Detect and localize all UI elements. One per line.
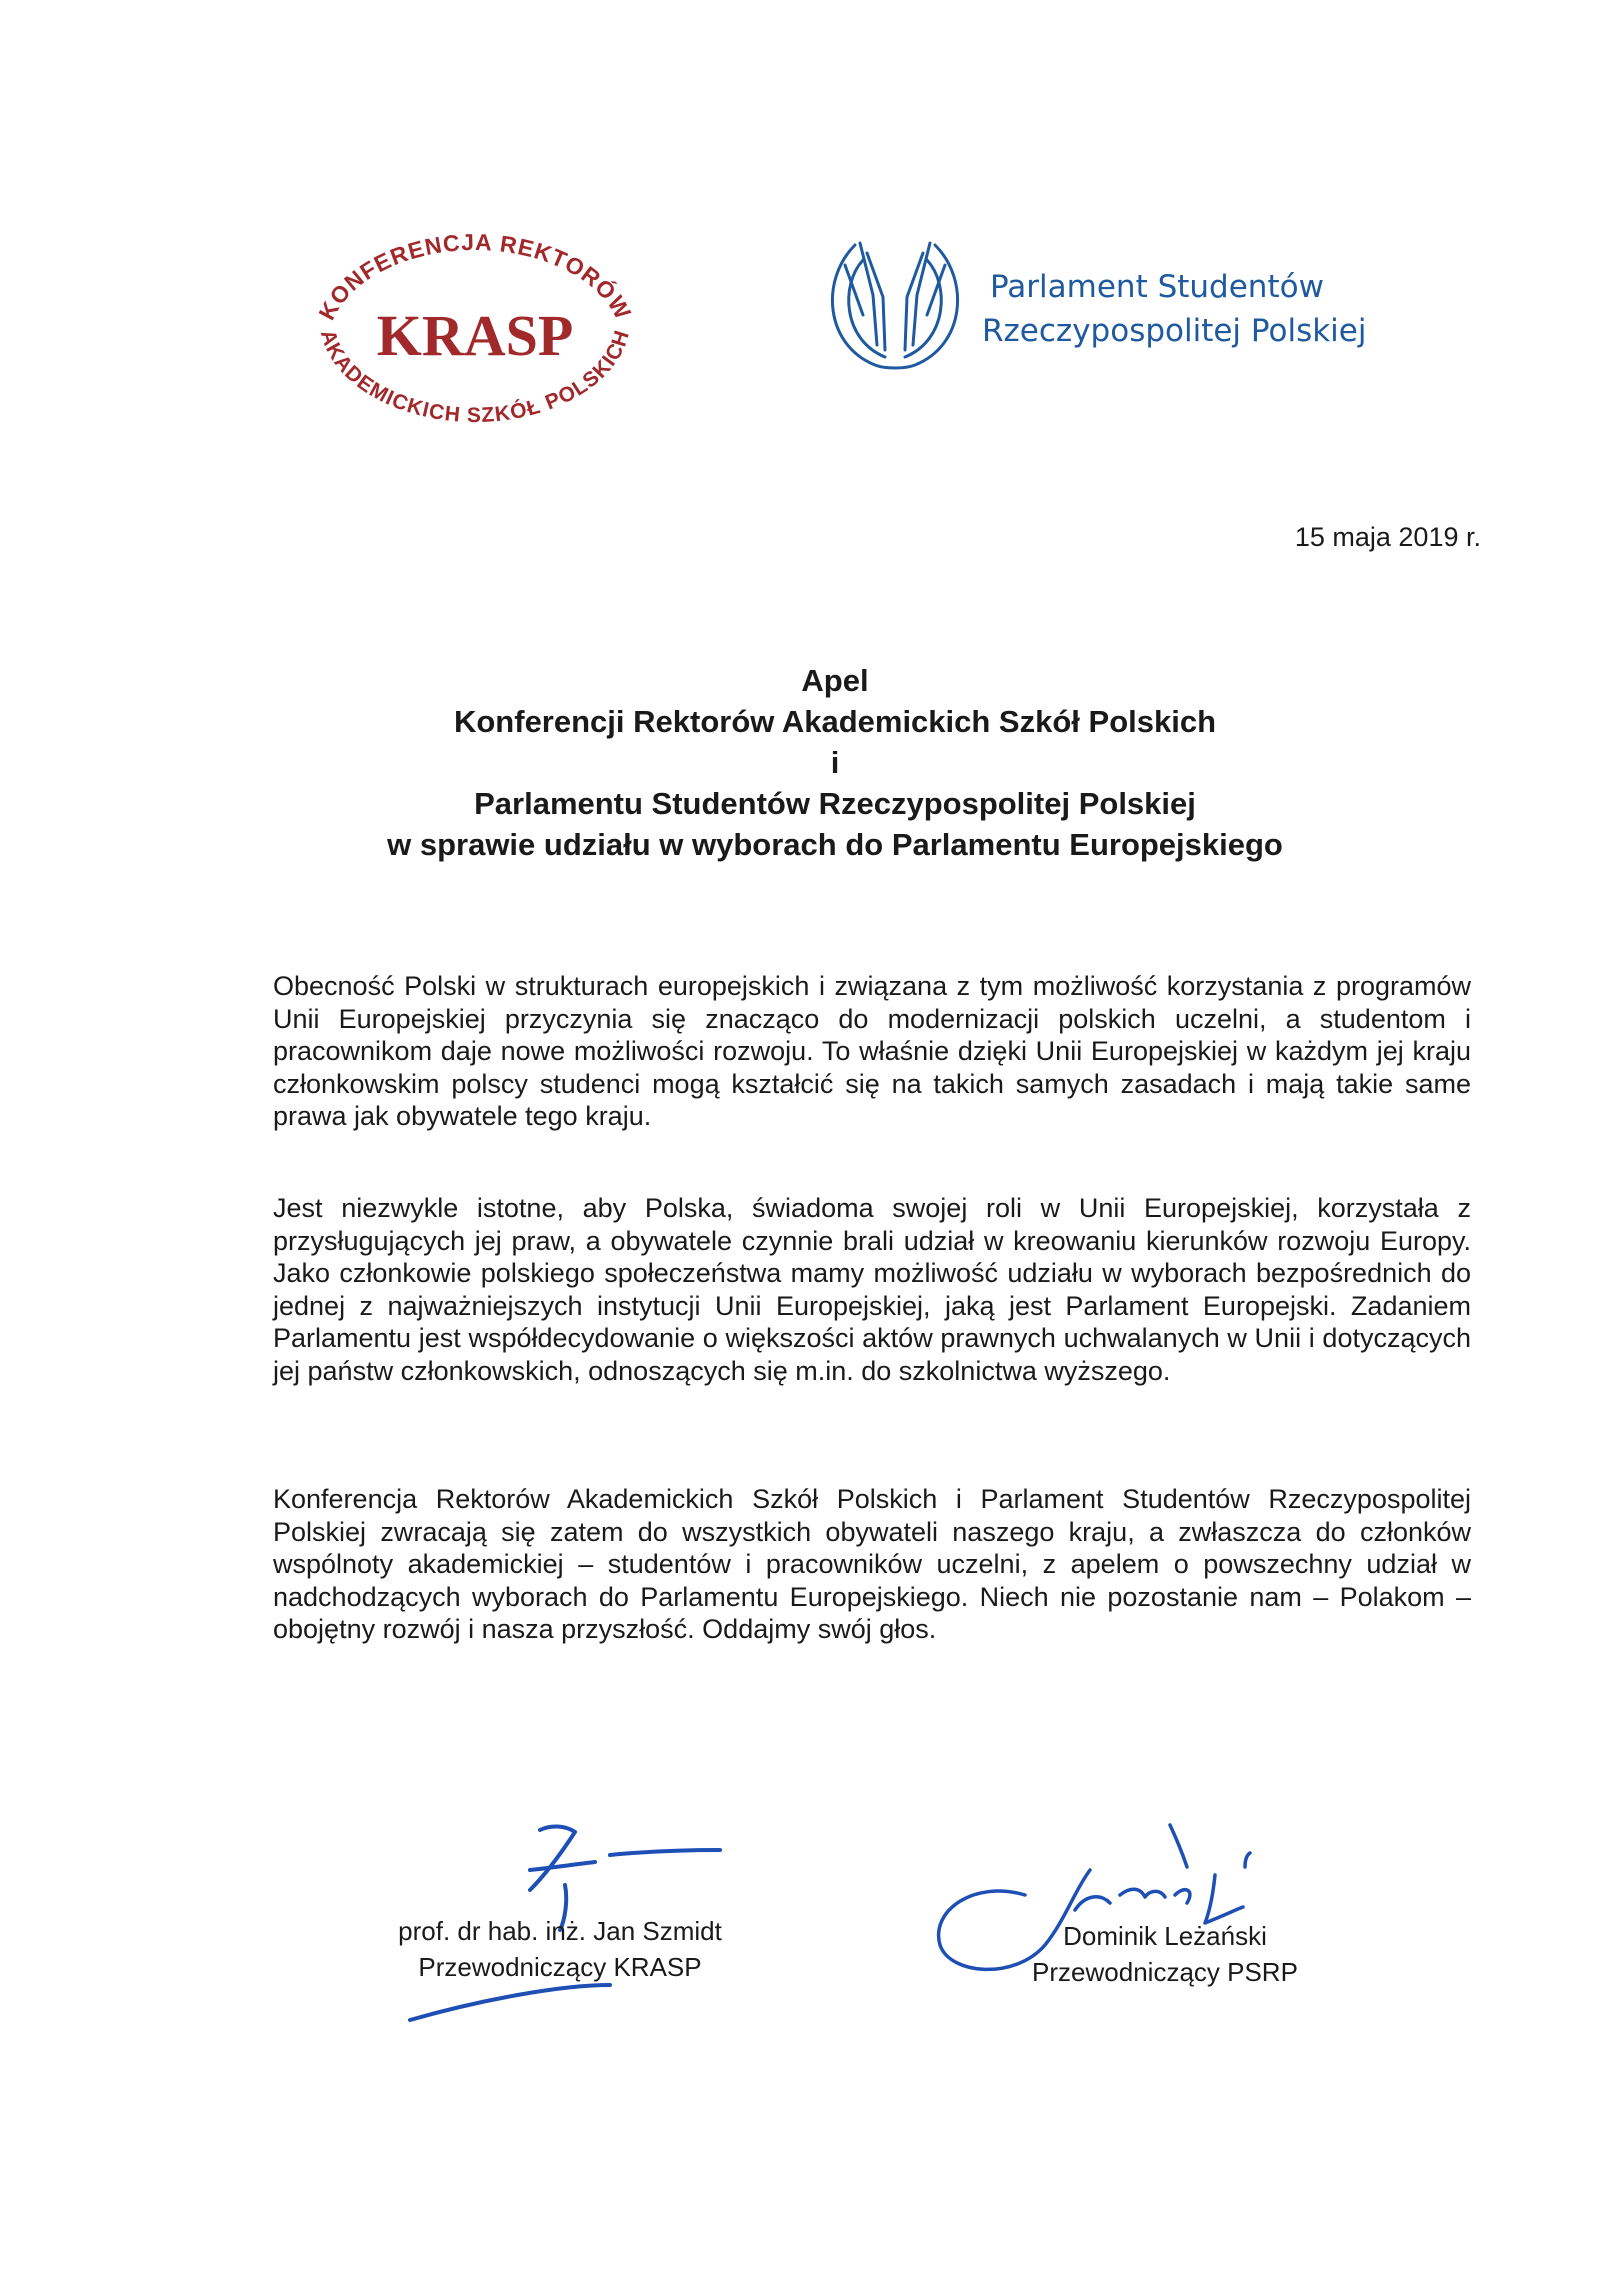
signature-block-left [340,1913,780,1985]
krasp-center-text: KRASP [376,303,574,368]
psrp-name-line2: Rzeczypospolitej Polskiej [982,313,1367,349]
signature-block-right [975,1918,1355,1990]
paragraph-2: Jest niezwykle istotne, aby Polska, świadoma swojej roli w Unii Europejskiej, korzystała z przysługujących jej praw, a obywatele czynnie brali udział w kreowaniu kierunków rozwoju Europy. Jako członkowie polskiego społeczeństwa mamy możliwość udziału w wyborach bezpośrednich do jednej z najważniejszych instytucji Unii Europejskiej, jaką jest Parlament Europejski. Zadaniem Parlamentu jest współdecydowanie o większości aktów prawnych uchwalanych w Unii i dotyczących jej państw członkowskich, odnoszących się m.in. do szkolnictwa wyższego. [273,1193,1471,1386]
krasp-logo [290,225,660,455]
krasp-arc-bottom-text: AKADEMICKICH SZKÓŁ POLSKICH [315,327,635,428]
title-line-4: Parlamentu Studentów Rzeczypospolitej Polskiej [474,786,1196,821]
document-title [300,660,1370,865]
krasp-arc-top-text: KONFERENCJA REKTORÓW [313,228,637,325]
signatory-name-left: prof. dr hab. inż. Jan Szmidt [398,1916,722,1946]
title-line-2: Konferencji Rektorów Akademickich Szkół Polskich [453,704,1217,739]
psrp-logo-icon [815,225,975,380]
document-date: 15 maja 2019 r. [1294,522,1481,552]
title-line-5: w sprawie udziału w wyborach do Parlamentu Europejskiego [387,827,1283,862]
title-line-1: Apel [801,663,869,698]
signatory-role-left: Przewodniczący KRASP [418,1952,702,1982]
psrp-name-line1: Parlament Studentów [990,269,1324,305]
title-line-3: i [830,745,840,780]
paragraph-1: Obecność Polski w strukturach europejskich i związana z tym możliwość korzystania z programów Unii Europejskiej przyczynia się znacząco do modernizacji polskich uczelni, a studentom i pracownikom daje nowe możliwości rozwoju. To właśnie dzięki Unii Europejskiej w każdym jej kraju członkowskim polscy studenci mogą kształcić się na takich samych zasadach i mają takie same prawa jak obywatele tego kraju. [273,971,1471,1131]
psrp-logo-text [982,265,1367,353]
signatory-name-right: Dominik Leżański [1063,1921,1267,1951]
paragraph-3: Konferencja Rektorów Akademickich Szkół Polskich i Parlament Studentów Rzeczypospolitej Polskiej zwracają się zatem do wszystkich obywateli naszego kraju, a zwłaszcza do członków wspólnoty akademickiej – studentów i pracowników uczelni, z apelem o powszechny udział w nadchodzących wyborach do Parlamentu Europejskiego. Niech nie pozostanie nam – Polakom – obojętny rozwój i nasza przyszłość. Oddajmy swój głos. [273,1484,1471,1644]
signatory-role-right: Przewodniczący PSRP [1032,1957,1298,1987]
